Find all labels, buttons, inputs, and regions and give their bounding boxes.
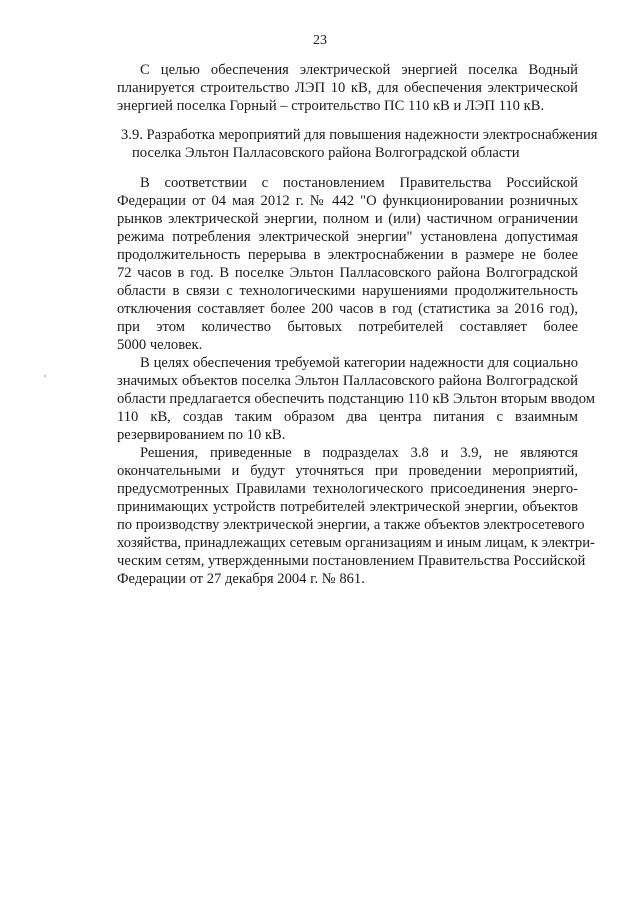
paragraph-3-line: по производству электрической энергии, а также объектов электросетевого xyxy=(117,517,585,533)
paragraph-2-line: 110 кВ, создав таким образом два центра питания с взаимным xyxy=(117,409,578,425)
paragraph-2-line: значимых объектов поселка Эльтон Палласовского района Волгоградской xyxy=(117,373,578,389)
paragraph-2-line: области предлагается обеспечить подстанцию 110 кВ Эльтон вторым вводом xyxy=(117,391,596,407)
margin-mark xyxy=(44,375,46,377)
paragraph-1-line: рынков электрической энергии, полном и (или) частичном ограничении xyxy=(117,211,578,227)
paragraph-2-line: В целях обеспечения требуемой категории надежности для социально xyxy=(140,355,578,371)
paragraph-1-line: 72 часов в год. В поселке Эльтон Палласовского района Волгоградской xyxy=(117,265,578,281)
paragraph-3-line: Решения, приведенные в подразделах 3.8 и 3.9, не являются xyxy=(140,445,578,461)
paragraph-3-line: предусмотренных Правилами технологического присоединения энерго- xyxy=(117,481,578,497)
section-heading-line: 3.9. Разработка мероприятий для повышения надежности электроснабжения xyxy=(121,127,598,143)
paragraph-1-line: 5000 человек. xyxy=(117,337,203,353)
paragraph-3-line: Федерации от 27 декабря 2004 г. № 861. xyxy=(117,571,365,587)
paragraph-3-line: хозяйства, принадлежащих сетевым организациям и иным лицам, к электри- xyxy=(117,535,595,551)
page-number: 23 xyxy=(313,33,327,48)
paragraph-3-line: ческим сетям, утвержденными постановлением Правительства Российской xyxy=(117,553,586,569)
paragraph-2-line: резервированием по 10 кВ. xyxy=(117,427,286,443)
intro-paragraph-line: планируется строительство ЛЭП 10 кВ, для обеспечения электрической xyxy=(117,80,578,96)
paragraph-1-line: В соответствии с постановлением Правительства Российской xyxy=(140,175,578,191)
section-heading-line: поселка Эльтон Палласовского района Волгоградской области xyxy=(132,145,520,161)
paragraph-1-line: отключения составляет более 200 часов в год (статистика за 2016 год), xyxy=(117,301,578,317)
paragraph-3-line: окончательными и будут уточняться при проведении мероприятий, xyxy=(117,463,578,479)
intro-paragraph-line: С целью обеспечения электрической энергией поселка Водный xyxy=(140,62,578,78)
paragraph-1-line: режима потребления электрической энергии" установлена допустимая xyxy=(117,229,578,245)
intro-paragraph-line: энергией поселка Горный – строительство ПС 110 кВ и ЛЭП 110 кВ. xyxy=(117,98,545,114)
paragraph-1-line: при этом количество бытовых потребителей составляет более xyxy=(117,319,578,335)
paragraph-3-line: принимающих устройств потребителей электрической энергии, объектов xyxy=(117,499,578,515)
paragraph-1-line: области в связи с технологическими нарушениями продолжительность xyxy=(117,283,578,299)
paragraph-1-line: продолжительность перерыва в электроснабжении в размере не более xyxy=(117,247,578,263)
paragraph-1-line: Федерации от 04 мая 2012 г. № 442 "О функционировании розничных xyxy=(117,193,578,209)
